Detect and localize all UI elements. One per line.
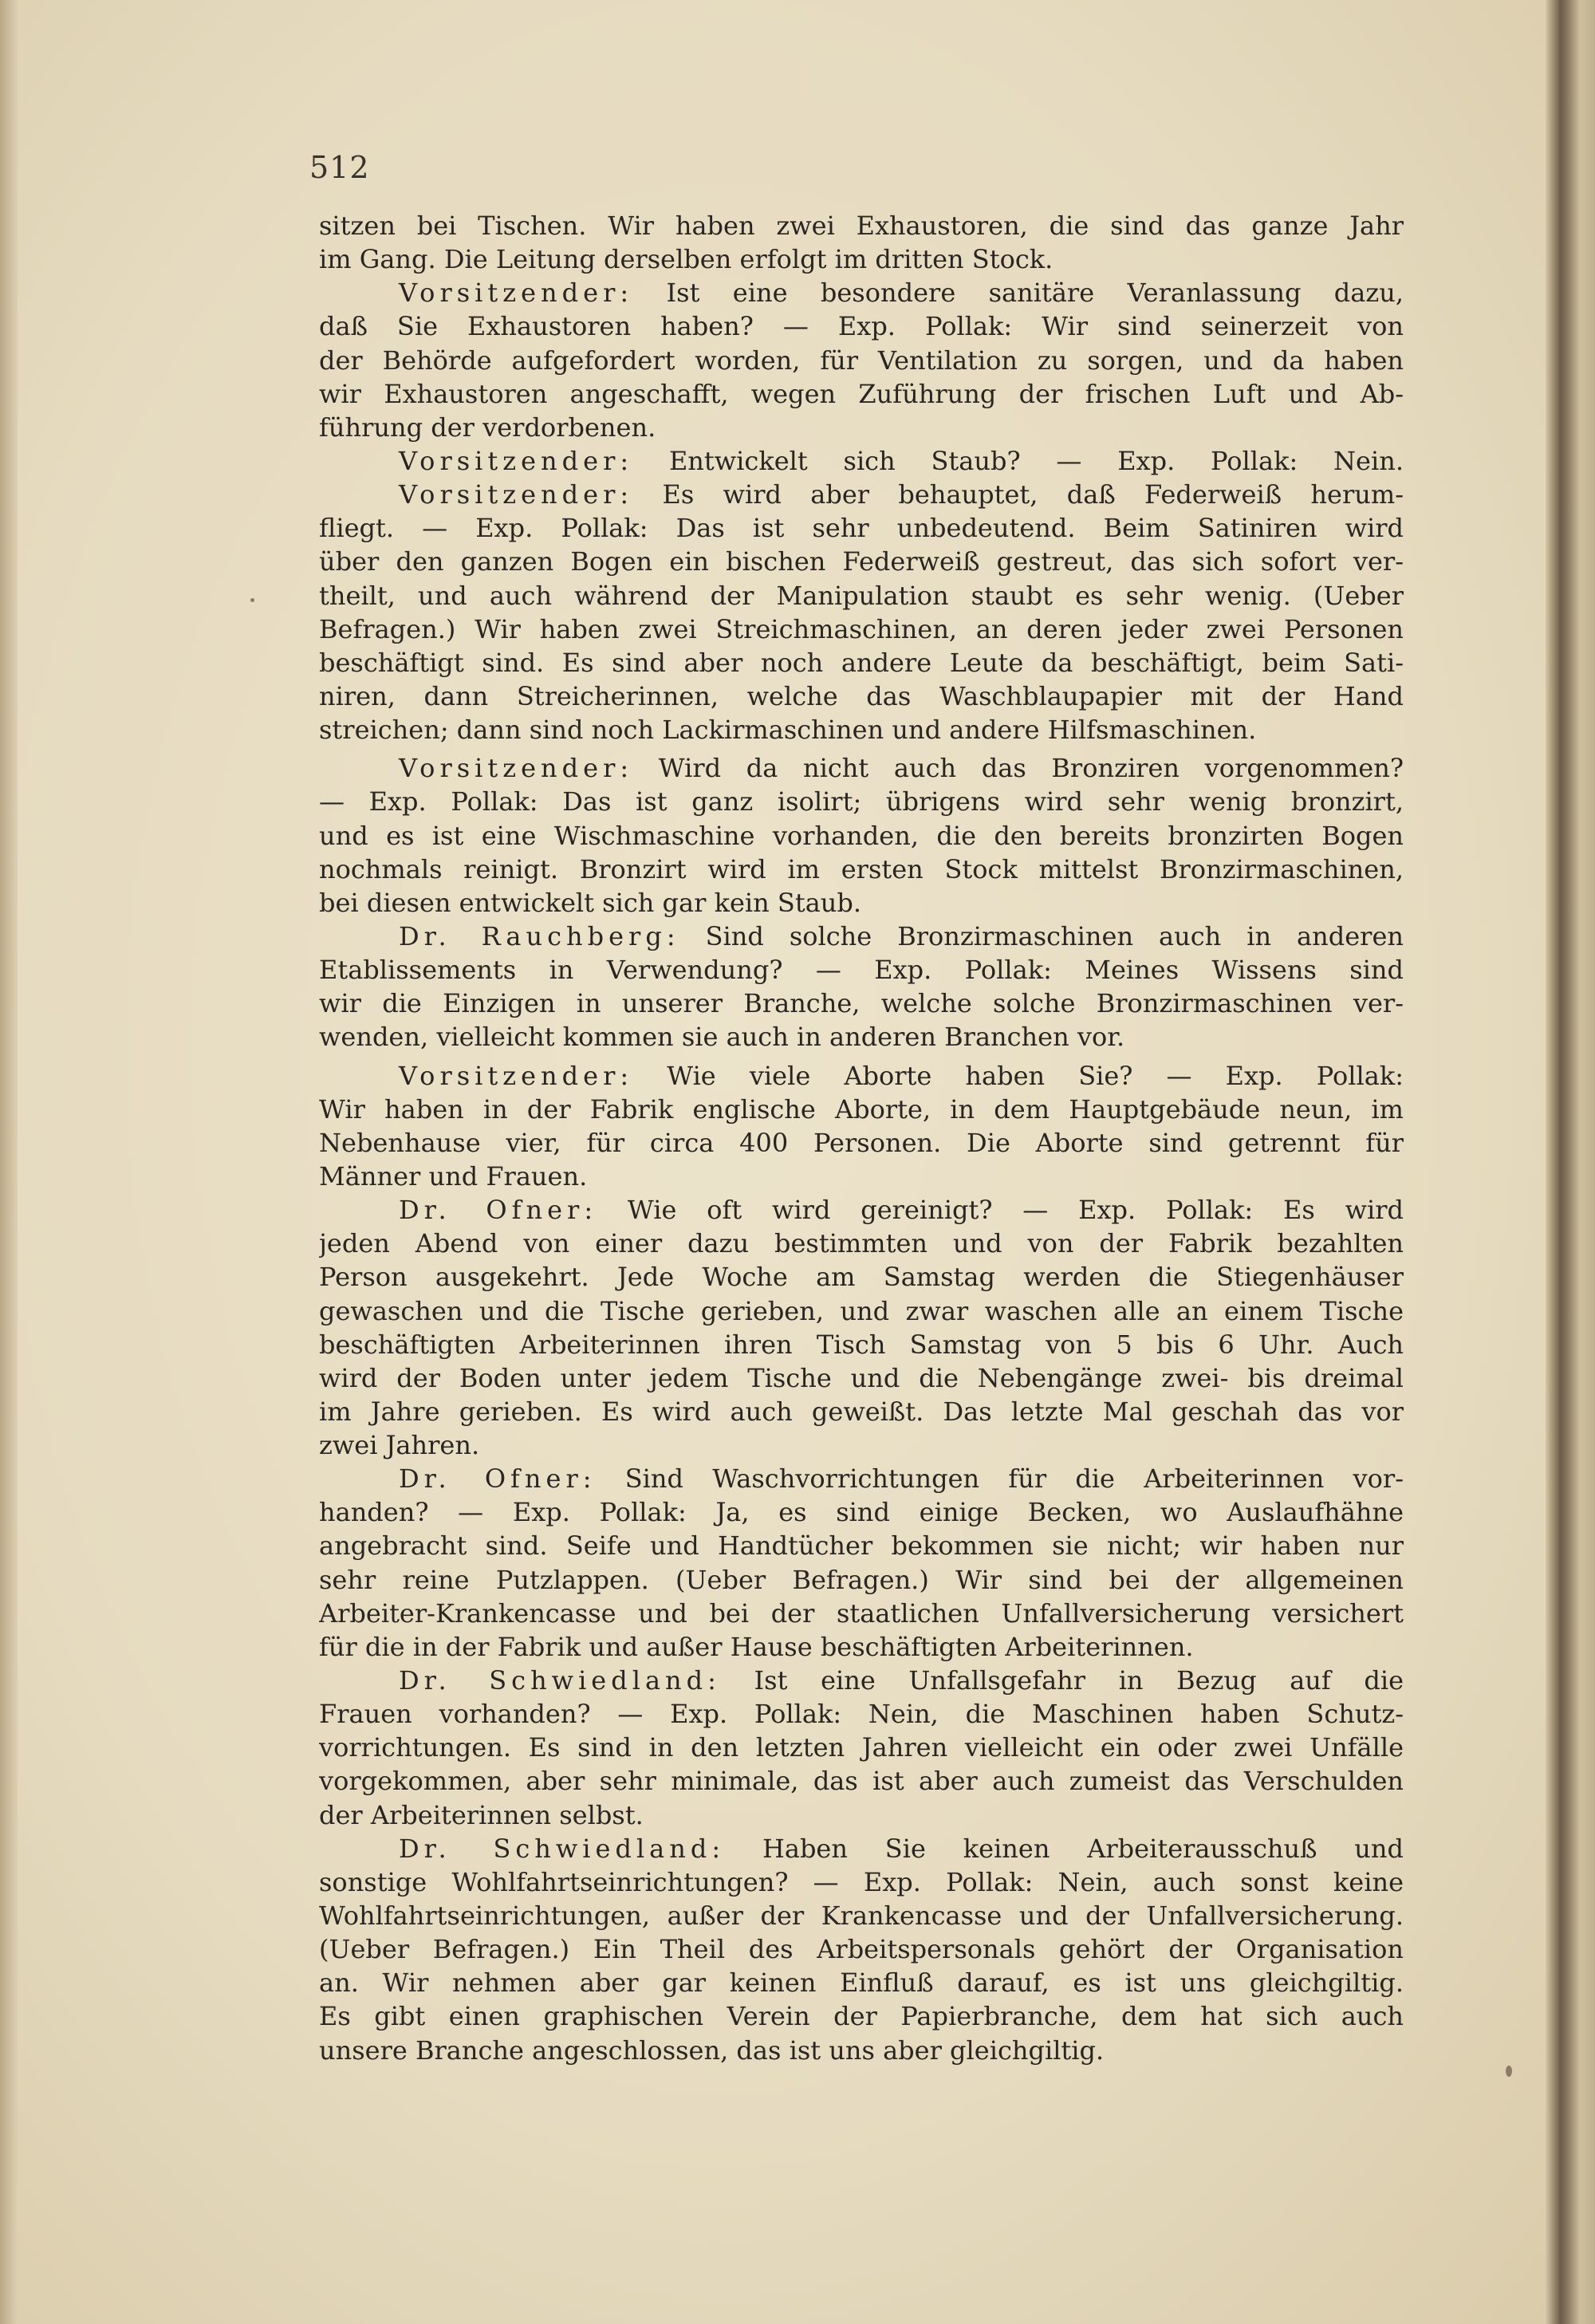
page-left-edge (0, 0, 18, 2324)
text-line (319, 1563, 1404, 1597)
text-line (319, 1764, 1404, 1798)
line-text: Ist eine besondere sanitäre Veranlassung dazu, (633, 278, 1404, 309)
text-line (319, 444, 1404, 478)
text-line (319, 1328, 1404, 1361)
line-text: niren, dann Streicherinnen, welche das Waschblaupapier mit der Hand (319, 680, 1404, 711)
line-text: im Jahre gerieben. Es wird auch geweißt. Das letzte Mal geschah das vor (319, 1396, 1404, 1427)
text-line (319, 953, 1404, 987)
text-line (319, 344, 1404, 377)
line-text: Wie viele Aborte haben Sie? — Exp. Pollak: (633, 1060, 1404, 1091)
text-line (319, 920, 1404, 953)
text-line (319, 1630, 1404, 1664)
paper-speck (1506, 2066, 1512, 2077)
text-line (319, 1932, 1404, 1966)
line-text: für die in der Fabrik und außer Hause beschäftigten Arbeiterinnen. (319, 1631, 1194, 1662)
line-text: Haben Sie keinen Arbeiterausschuß und (725, 1833, 1404, 1864)
line-text: Sind solche Bronzirmaschinen auch in anderen (679, 920, 1404, 951)
line-text: Arbeiter-Krankencasse und bei der staatlichen Unfallversicherung versichert (319, 1597, 1404, 1629)
text-line (319, 646, 1404, 679)
line-text: Es wird aber behauptet, daß Federweiß herum- (633, 479, 1404, 510)
text-line (319, 853, 1404, 886)
line-text: streichen; dann sind noch Lackirmaschinen und andere Hilfsmaschinen. (319, 715, 1257, 746)
line-text: führung der verdorbenen. (319, 412, 656, 443)
line-text: fliegt. — Exp. Pollak: Das ist sehr unbedeutend. Beim Satiniren wird (319, 513, 1404, 544)
text-line (319, 1999, 1404, 2033)
text-line (319, 2034, 1404, 2067)
line-text: über den ganzen Bogen ein bischen Federweiß gestreut, das sich sofort ver- (319, 546, 1404, 577)
line-text: Nebenhause vier, für circa 400 Personen. Die Aborte sind getrennt für (319, 1127, 1404, 1158)
line-text: Wie oft wird gereinigt? — Exp. Pollak: Es wird (597, 1195, 1404, 1226)
text-line (319, 579, 1404, 613)
speaker-name: Dr. Ofner: (399, 1463, 597, 1495)
line-text: sitzen bei Tischen. Wir haben zwei Exhaustoren, die sind das ganze Jahr (319, 211, 1404, 241)
text-line (319, 1428, 1404, 1462)
text-line (319, 1697, 1404, 1731)
text-line (319, 819, 1404, 853)
text-line (319, 478, 1404, 511)
line-text: Es gibt einen graphischen Verein der Papierbranche, dem hat sich auch (319, 2001, 1404, 2032)
line-text: theilt, und auch während der Manipulation staubt es sehr wenig. (Ueber (319, 580, 1404, 611)
line-text: Sind Waschvorrichtungen für die Arbeiterinnen vor- (596, 1463, 1404, 1495)
line-text: Befragen.) Wir haben zwei Streichmaschinen, an deren jeder zwei Personen (319, 613, 1404, 644)
text-line (319, 1395, 1404, 1428)
text-line (319, 1899, 1404, 1932)
line-text: Wird da nicht auch das Bronziren vorgenommen? (633, 753, 1404, 784)
text-line (319, 1020, 1404, 1054)
line-text: der Arbeiterinnen selbst. (319, 1799, 644, 1830)
speaker-name: Dr. Ofner: (399, 1195, 598, 1226)
speaker-name: Dr. Schwiedland: (399, 1665, 721, 1696)
line-text: (Ueber Befragen.) Ein Theil des Arbeitspersonals gehört der Organisation (319, 1934, 1404, 1965)
line-text: nochmals reinigt. Bronzirt wird im ersten Stock mittelst Bronzirmaschinen, (319, 853, 1404, 884)
line-text: an. Wir nehmen aber gar keinen Einfluß darauf, es ist uns gleichgiltig. (319, 1968, 1404, 1999)
text-line (319, 1597, 1404, 1630)
line-text: unsere Branche angeschlossen, das ist uns aber gleichgiltig. (319, 2034, 1105, 2066)
text-line (319, 987, 1404, 1020)
line-text: gewaschen und die Tische gerieben, und zwar waschen alle an einem Tische (319, 1295, 1404, 1326)
text-line (319, 1798, 1404, 1832)
text-line (319, 679, 1404, 713)
line-text: sehr reine Putzlappen. (Ueber Befragen.) Wir sind bei der allgemeinen (319, 1564, 1404, 1595)
text-line (319, 1160, 1404, 1193)
text-line (319, 276, 1404, 309)
text-line (319, 511, 1404, 545)
speaker-name: Dr. Rauchberg: (399, 920, 680, 951)
text-line (319, 1529, 1404, 1562)
text-line (319, 1260, 1404, 1294)
line-text: sonstige Wohlfahrtseinrichtungen? — Exp. Pollak: Nein, auch sonst keine (319, 1866, 1404, 1897)
line-text: beschäftigt sind. Es sind aber noch andere Leute da beschäftigt, beim Sati- (319, 647, 1404, 678)
text-line (319, 1495, 1404, 1529)
line-text: Etablissements in Verwendung? — Exp. Pollak: Meines Wissens sind (319, 955, 1404, 986)
line-text: angebracht sind. Seife und Handtücher bekommen sie nicht; wir haben nur (319, 1530, 1404, 1562)
text-line (319, 545, 1404, 578)
line-text: Person ausgekehrt. Jede Woche am Samstag werden die Stiegenhäuser (319, 1262, 1404, 1293)
text-line (319, 886, 1404, 920)
book-spine-shadow (1546, 0, 1595, 2324)
text-line (319, 1361, 1404, 1395)
text-line (319, 209, 1404, 242)
line-text: handen? — Exp. Pollak: Ja, es sind einige Becken, wo Auslaufhähne (319, 1497, 1404, 1528)
text-line (319, 1126, 1404, 1160)
line-text: Entwickelt sich Staub? — Exp. Pollak: Nein. (633, 445, 1404, 476)
text-line (319, 411, 1404, 444)
text-line (319, 1093, 1404, 1126)
text-line (319, 1731, 1404, 1764)
speaker-name: Vorsitzender: (399, 278, 634, 309)
text-line (319, 751, 1404, 785)
line-text: Frauen vorhanden? — Exp. Pollak: Nein, die Maschinen haben Schutz- (319, 1699, 1404, 1730)
line-text: Männer und Frauen. (319, 1160, 588, 1192)
line-text: Ist eine Unfallsgefahr in Bezug auf die (720, 1665, 1404, 1696)
line-text: im Gang. Die Leitung derselben erfolgt im dritten Stock. (319, 244, 1053, 275)
speaker-name: Vorsitzender: (399, 753, 634, 784)
text-line (319, 242, 1404, 276)
line-text: zwei Jahren. (319, 1430, 480, 1461)
line-text: — Exp. Pollak: Das ist ganz isolirt; übrigens wird sehr wenig bronzirt, (319, 786, 1404, 817)
text-line (319, 1059, 1404, 1093)
line-text: wir die Einzigen in unserer Branche, welche solche Bronzirmaschinen ver- (319, 988, 1404, 1019)
text-line (319, 713, 1404, 746)
speaker-name: Vorsitzender: (399, 479, 634, 510)
text-line (319, 1966, 1404, 1999)
text-line (319, 1193, 1404, 1227)
line-text: und es ist eine Wischmaschine vorhanden, die den bereits bronzirten Bogen (319, 820, 1404, 851)
line-text: Wir haben in der Fabrik englische Aborte, in dem Hauptgebäude neun, im (319, 1093, 1404, 1125)
text-line (319, 1227, 1404, 1260)
text-line (319, 309, 1404, 343)
line-text: vorrichtungen. Es sind in den letzten Jahren vielleicht ein oder zwei Unfälle (319, 1732, 1404, 1763)
page-number: 512 (309, 150, 370, 185)
speaker-name: Vorsitzender: (399, 1060, 634, 1091)
text-body (319, 209, 1404, 2067)
text-line (319, 1294, 1404, 1328)
text-line (319, 1462, 1404, 1495)
text-line (319, 1865, 1404, 1899)
speaker-name: Vorsitzender: (399, 445, 634, 476)
line-text: der Behörde aufgefordert worden, für Ventilation zu sorgen, und da haben (319, 345, 1404, 376)
line-text: beschäftigten Arbeiterinnen ihren Tisch Samstag von 5 bis 6 Uhr. Auch (319, 1329, 1404, 1360)
line-text: Wohlfahrtseinrichtungen, außer der Krankencasse und der Unfallversicherung. (319, 1901, 1404, 1932)
line-text: wenden, vielleicht kommen sie auch in anderen Branchen vor. (319, 1022, 1125, 1053)
line-text: daß Sie Exhaustoren haben? — Exp. Pollak: Wir sind seinerzeit von (319, 311, 1404, 342)
line-text: vorgekommen, aber sehr minimale, das ist aber auch zumeist das Verschulden (319, 1766, 1404, 1797)
line-text: wir Exhaustoren angeschafft, wegen Zuführung der frischen Luft und Ab- (319, 378, 1404, 409)
text-line (319, 1664, 1404, 1697)
line-text: bei diesen entwickelt sich gar kein Staub. (319, 887, 862, 918)
line-text: wird der Boden unter jedem Tische und die Nebengänge zwei- bis dreimal (319, 1362, 1404, 1393)
line-text: jeden Abend von einer dazu bestimmten und von der Fabrik bezahlten (319, 1228, 1404, 1259)
text-line (319, 1832, 1404, 1865)
paper-speck (250, 598, 254, 602)
speaker-name: Dr. Schwiedland: (399, 1833, 726, 1864)
text-line (319, 377, 1404, 411)
text-line (319, 613, 1404, 646)
text-line (319, 785, 1404, 818)
